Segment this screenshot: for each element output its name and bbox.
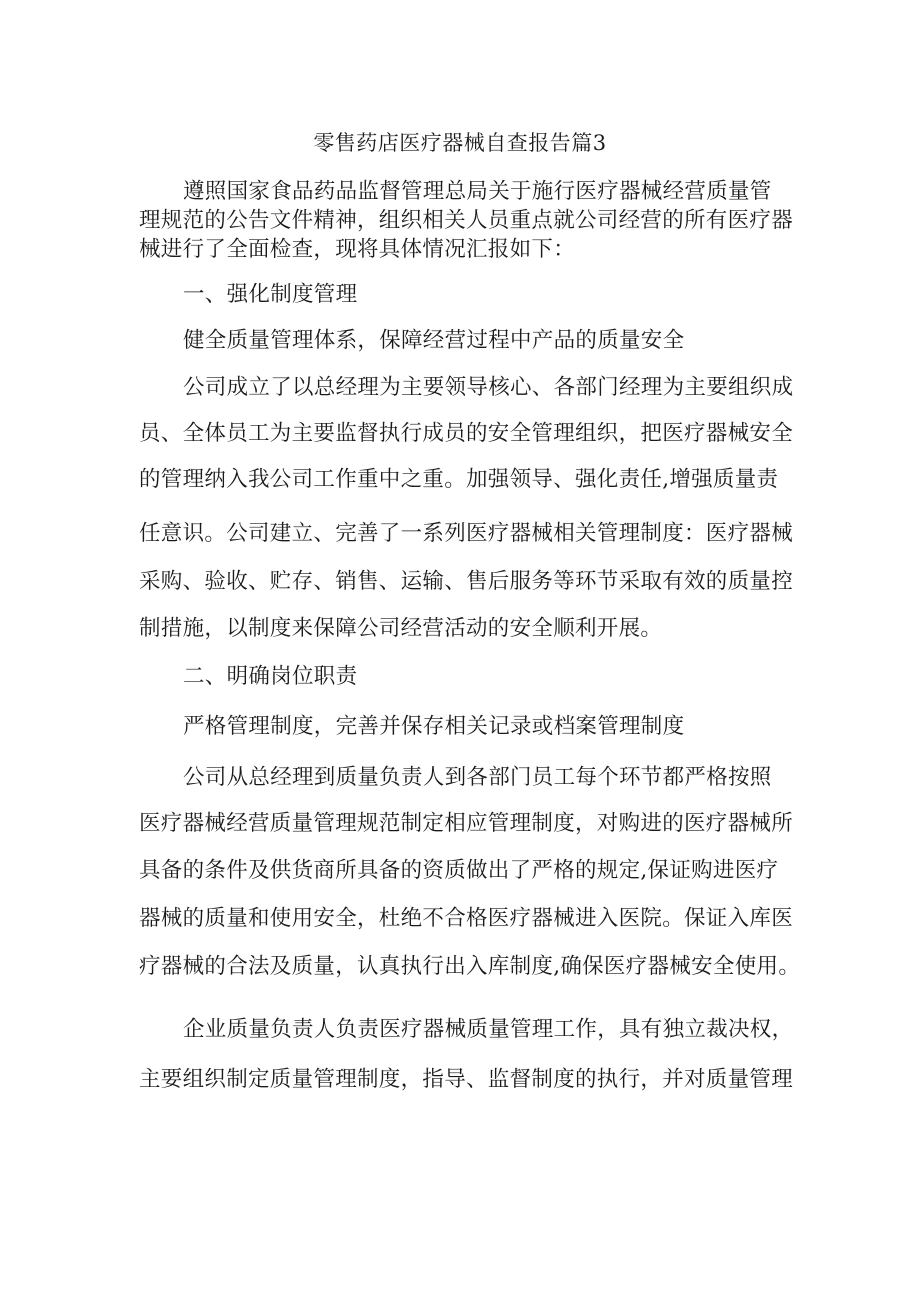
paragraph-line: 具备的条件及供货商所具备的资质做出了严格的规定,保证购进医疗 (139, 858, 779, 883)
paragraph-line: 任意识。公司建立、完善了一系列医疗器械相关管理制度：医疗器械 (139, 521, 794, 546)
document-title: 零售药店医疗器械自查报告篇3 (313, 131, 607, 155)
paragraph-line: 的管理纳入我公司工作重中之重。加强领导、强化责任,增强质量责 (139, 467, 779, 492)
paragraph-line: 公司从总经理到质量负责人到各部门员工每个环节都严格按照 (183, 765, 772, 790)
paragraph-line: 主要组织制定质量管理制度，指导、监督制度的执行，并对质量管理 (139, 1067, 794, 1092)
paragraph-line: 理规范的公告文件精神，组织相关人员重点就公司经营的所有医疗器 (139, 208, 794, 233)
subheading: 严格管理制度，完善并保存相关记录或档案管理制度 (183, 714, 685, 739)
paragraph-line: 制措施，以制度来保障公司经营活动的安全顺利开展。 (139, 616, 663, 641)
section-heading: 二、明确岗位职责 (183, 664, 358, 689)
paragraph-line: 械进行了全面检查，现将具体情况汇报如下： (139, 237, 576, 262)
paragraph-line: 企业质量负责人负责医疗器械质量管理工作，具有独立裁决权， (183, 1017, 794, 1042)
section-heading: 一、强化制度管理 (183, 282, 358, 307)
paragraph-line: 医疗器械经营质量管理规范制定相应管理制度，对购进的医疗器械所 (139, 811, 794, 836)
paragraph-line: 采购、验收、贮存、销售、运输、售后服务等环节采取有效的质量控 (139, 569, 794, 594)
paragraph-line: 疗器械的合法及质量，认真执行出入库制度,确保医疗器械安全使用。 (139, 954, 801, 979)
paragraph-line: 员、全体员工为主要监督执行成员的安全管理组织，把医疗器械安全 (139, 421, 794, 446)
subheading: 健全质量管理体系，保障经营过程中产品的质量安全 (183, 328, 685, 353)
paragraph-line: 器械的质量和使用安全，杜绝不合格医疗器械进入医院。保证入库医 (139, 906, 794, 931)
paragraph-line: 遵照国家食品药品监督管理总局关于施行医疗器械经营质量管 (183, 179, 772, 204)
paragraph-line: 公司成立了以总经理为主要领导核心、各部门经理为主要组织成 (183, 375, 794, 400)
